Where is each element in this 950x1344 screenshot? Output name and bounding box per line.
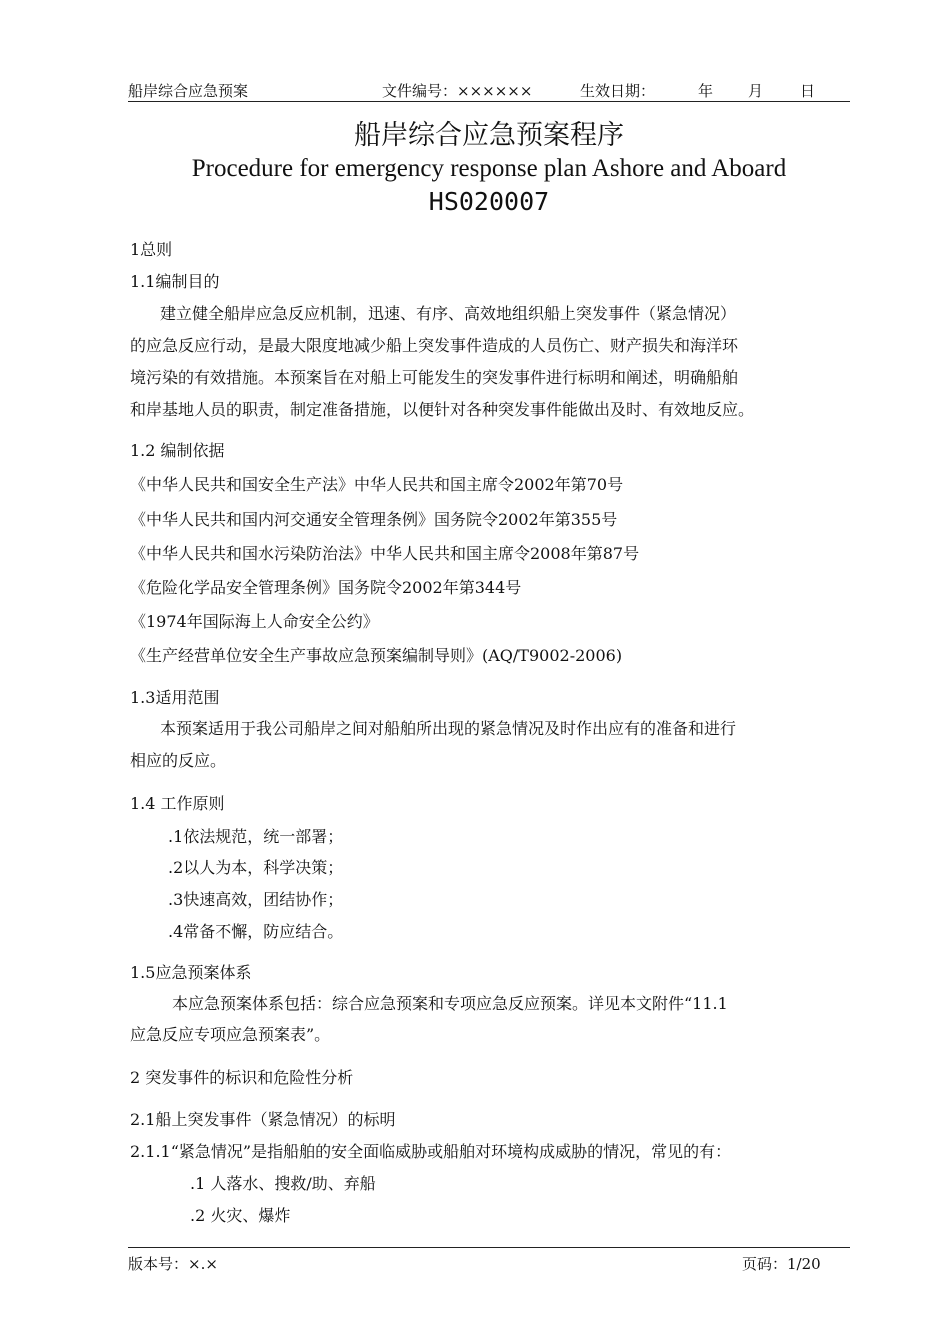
reference-item: 《中华人民共和国水污染防治法》中华人民共和国主席令2008年第87号 <box>130 544 640 563</box>
header-doc-name: 船岸综合应急预案 <box>128 82 249 100</box>
reference-item: 《中华人民共和国内河交通安全管理条例》国务院令2002年第355号 <box>130 510 618 529</box>
header-month: 月 <box>748 82 764 100</box>
paragraph-line: 和岸基地人员的职责，制定准备措施，以便针对各种突发事件能做出及时、有效地反应。 <box>130 400 755 419</box>
principle-item: .2以人为本，科学决策； <box>168 858 344 877</box>
subsection-heading: 1.1编制目的 <box>130 272 220 291</box>
reference-item: 《生产经营单位安全生产事故应急预案编制导则》(AQ/T9002-2006) <box>130 646 623 665</box>
header-day: 日 <box>800 82 816 100</box>
subsection-heading: 1.2 编制依据 <box>130 441 225 460</box>
paragraph-line: 本预案适用于我公司船岸之间对船舶所出现的紧急情况及时作出应有的准备和进行 <box>160 719 737 738</box>
footer-page-number: 页码：1/20 <box>742 1255 821 1273</box>
footer-version: 版本号：×.× <box>128 1255 218 1273</box>
paragraph-line: 本应急预案体系包括：综合应急预案和专项应急反应预案。详见本文附件“11.1 <box>172 994 728 1013</box>
paragraph-line: 境污染的有效措施。本预案旨在对船上可能发生的突发事件进行标明和阐述，明确船舶 <box>130 368 739 387</box>
header-divider <box>128 101 850 102</box>
case-item: .2 火灾、爆炸 <box>190 1206 291 1225</box>
section-heading: 1总则 <box>130 240 173 259</box>
principle-item: .1依法规范，统一部署； <box>168 827 344 846</box>
reference-item: 《1974年国际海上人命安全公约》 <box>130 612 379 631</box>
document-code: HS020007 <box>428 187 550 216</box>
case-item: .1 人落水、搜救/助、弃船 <box>190 1174 376 1193</box>
page-title-cn: 船岸综合应急预案程序 <box>354 120 624 151</box>
principle-item: .4常备不懈，防应结合。 <box>168 922 344 941</box>
paragraph-line: 的应急反应行动，是最大限度地减少船上突发事件造成的人员伤亡、财产损失和海洋环 <box>130 336 739 355</box>
reference-item: 《中华人民共和国安全生产法》中华人民共和国主席令2002年第70号 <box>130 475 624 494</box>
header-effective-label: 生效日期： <box>580 82 656 100</box>
header-year: 年 <box>698 82 714 100</box>
subsection-heading: 1.3适用范围 <box>130 688 220 707</box>
header-file-number: 文件编号：×××××× <box>382 82 533 100</box>
paragraph-line: 相应的反应。 <box>130 751 227 770</box>
footer-divider <box>128 1247 850 1248</box>
page-title-en: Procedure for emergency response plan Ashore and Aboard <box>191 155 787 182</box>
subsection-heading: 1.5应急预案体系 <box>130 963 252 982</box>
paragraph-line: 应急反应专项应急预案表”。 <box>130 1025 331 1044</box>
subsection-heading: 1.4 工作原则 <box>130 794 225 813</box>
principle-item: .3快速高效，团结协作； <box>168 890 344 909</box>
paragraph-line: 建立健全船岸应急反应机制，迅速、有序、高效地组织船上突发事件（紧急情况） <box>160 304 737 323</box>
section-heading: 2 突发事件的标识和危险性分析 <box>130 1068 354 1087</box>
reference-item: 《危险化学品安全管理条例》国务院令2002年第344号 <box>130 578 522 597</box>
subsection-heading: 2.1船上突发事件（紧急情况）的标明 <box>130 1110 396 1129</box>
paragraph-line: 2.1.1“紧急情况”是指船舶的安全面临威胁或船舶对环境构成威胁的情况，常见的有： <box>130 1142 732 1161</box>
